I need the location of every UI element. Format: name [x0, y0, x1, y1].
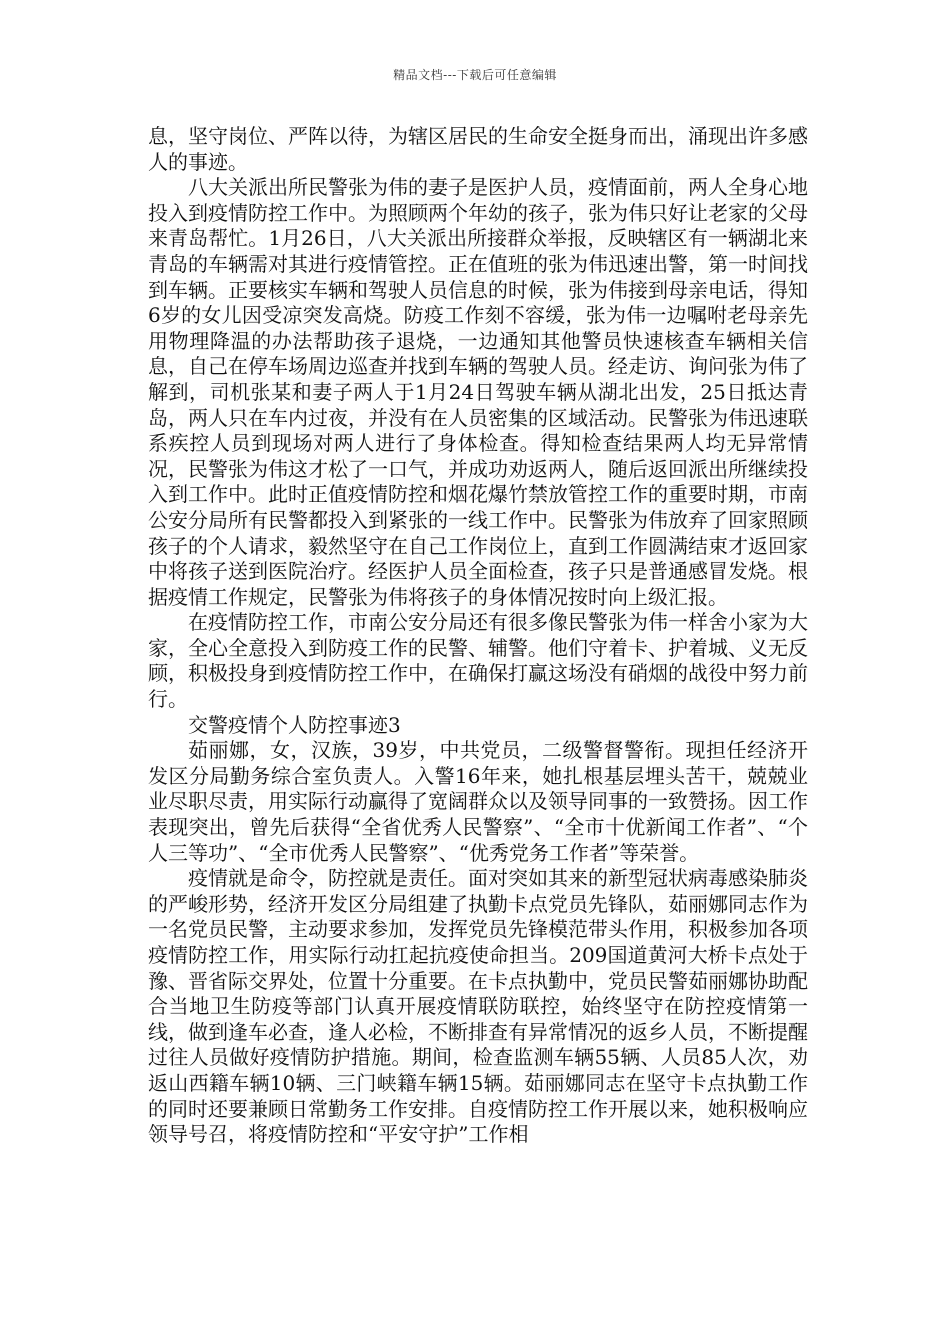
paragraph-shinan-summary: 在疫情防控工作，市南公安分局还有很多像民警张为伟一样舍小家为大家，全心全意投入到防疫工作的民警、辅警。他们守着卡、护着城、义无反顾，积极投身到疫情防控工作中，在确保打赢这场没有硝烟的战役中努力前行。	[148, 610, 808, 712]
paragraph-continuation: 息，坚守岗位、严阵以待，为辖区居民的生命安全挺身而出，涌现出许多感人的事迹。	[148, 124, 808, 174]
paragraph-zhang-weiwei-story: 八大关派出所民警张为伟的妻子是医护人员，疫情面前，两人全身心地投入到疫情防控工作中。为照顾两个年幼的孩子，张为伟只好让老家的父母来青岛帮忙。1月26日，八大关派出所接群众举报，反映辖区有一辆湖北来青岛的车辆需对其进行疫情管控。正在值班的张为伟迅速出警，第一时间找到车辆。正要核实车辆和驾驶人员信息的时候，张为伟接到母亲电话，得知6岁的女儿因受凉突发高烧。防疫工作刻不容缓，张为伟一边嘱咐老母亲先用物理降温的办法帮助孩子退烧，一边通知其他警员快速核查车辆相关信息，自己在停车场周边巡查并找到车辆的驾驶人员。经走访、询问张为伟了解到，司机张某和妻子两人于1月24日驾驶车辆从湖北出发，25日抵达青岛，两人只在车内过夜，并没有在人员密集的区域活动。民警张为伟迅速联系疾控人员到现场对两人进行了身体检查。得知检查结果两人均无异常情况，民警张为伟这才松了一口气，并成功劝返两人，随后返回派出所继续投入到工作中。此时正值疫情防控和烟花爆竹禁放管控工作的重要时期，市南公安分局所有民警都投入到紧张的一线工作中。民警张为伟放弃了回家照顾孩子的个人请求，毅然坚守在自己工作岗位上，直到工作圆满结束才返回家中将孩子送到医院治疗。经医护人员全面检查，孩子只是普通感冒发烧。根据疫情工作规定，民警张为伟将孩子的身体情况按时向上级汇报。	[148, 175, 808, 609]
paragraph-ru-lina-profile: 茹丽娜，女，汉族，39岁，中共党员，二级警督警衔。现担任经济开发区分局勤务综合室负责人。入警16年来，她扎根基层埋头苦干，兢兢业业尽职尽责，用实际行动赢得了宽阔群众以及领导同事的一致赞扬。因工作表现突出，曾先后获得“全省优秀人民警察”、“全市十优新闻工作者”、“个人三等功”、“全市优秀人民警察”、“优秀党务工作者”等荣誉。	[148, 738, 808, 865]
paragraph-ru-lina-duty: 疫情就是命令，防控就是责任。面对突如其来的新型冠状病毒感染肺炎的严峻形势，经济开发区分局组建了执勤卡点党员先锋队，茹丽娜同志作为一名党员民警，主动要求参加，发挥党员先锋模范带头作用，积极参加各项疫情防控工作，用实际行动扛起抗疫使命担当。209国道黄河大桥卡点处于豫、晋省际交界处，位置十分重要。在卡点执勤中，党员民警茹丽娜协助配合当地卫生防疫等部门认真开展疫情联防联控，始终坚守在防控疫情第一线，做到逢车必查，逢人必检，不断排查有异常情况的返乡人员，不断提醒过往人员做好疫情防护措施。期间，检查监测车辆55辆、人员85人次，劝返山西籍车辆10辆、三门峡籍车辆15辆。茹丽娜同志在坚守卡点执勤工作的同时还要兼顾日常勤务工作安排。自疫情防控工作开展以来，她积极响应领导号召，将疫情防控和“平安守护”工作相	[148, 866, 808, 1147]
section-heading: 交警疫情个人防控事迹3	[188, 712, 401, 737]
page-header: 精品文档---下载后可任意编辑	[393, 68, 557, 82]
document-body	[148, 124, 808, 1148]
